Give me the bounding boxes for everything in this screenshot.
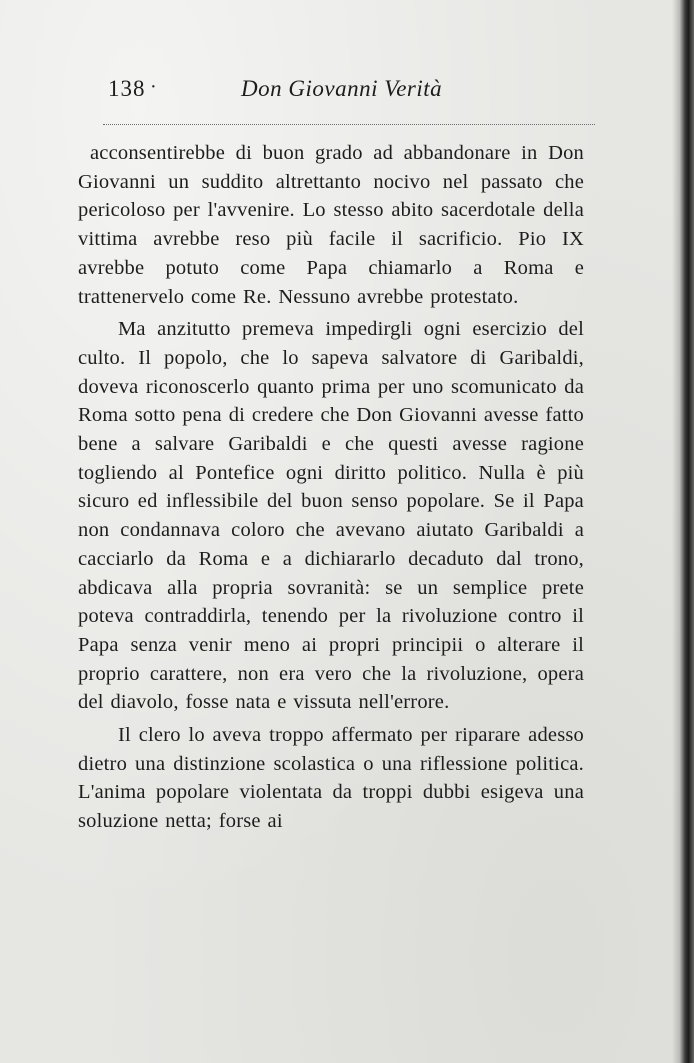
header-separator: · [150,76,157,98]
paragraph-3: Il clero lo aveva troppo affermato per riparare adesso dietro una distinzione scolastica o una riflessione politica. L'anima popolare violentata da troppi dubbi esigeva una soluzione netta; forse ai [78,724,584,833]
running-title: Don Giovanni Verità [241,76,443,101]
running-header [108,76,598,108]
page-spine-shadow [672,0,694,1063]
page-number: 138 [108,76,146,101]
paragraph-1: acconsentirebbe di buon grado ad abbandonare in Don Giovanni un suddito altrettanto nocivo nel passato che pericoloso per l'avvenire. Lo stesso abito sacerdotale della vittima avrebbe reso più facile il sacrificio. Pio IX avrebbe potuto come Papa chiamarlo a Roma e trattenervelo come Re. Nessuno avrebbe protestato. [78,142,584,308]
body-text [78,139,584,836]
header-rule [103,124,595,125]
paragraph-2: Ma anzitutto premeva impedirgli ogni esercizio del culto. Il popolo, che lo sapeva salvatore di Garibaldi, doveva riconoscerlo quanto prima per uno scomunicato da Roma sotto pena di credere che Don Giovanni avesse fatto bene a salvare Garibaldi e che questi avesse ragione togliendo al Pontefice ogni diritto politico. Nulla è più sicuro ed inflessibile del buon senso popolare. Se il Papa non condannava coloro che avevano aiutato Garibaldi a cacciarlo da Roma e a dichiararlo decaduto dal trono, abdicava alla propria sovranità: se un semplice prete poteva contraddirla, tenendo per la rivoluzione contro il Papa senza venir meno ai propri principii o alterare il proprio carattere, non era vero che la rivoluzione, opera del diavolo, fosse nata e vissuta nell'errore. [78,318,584,714]
